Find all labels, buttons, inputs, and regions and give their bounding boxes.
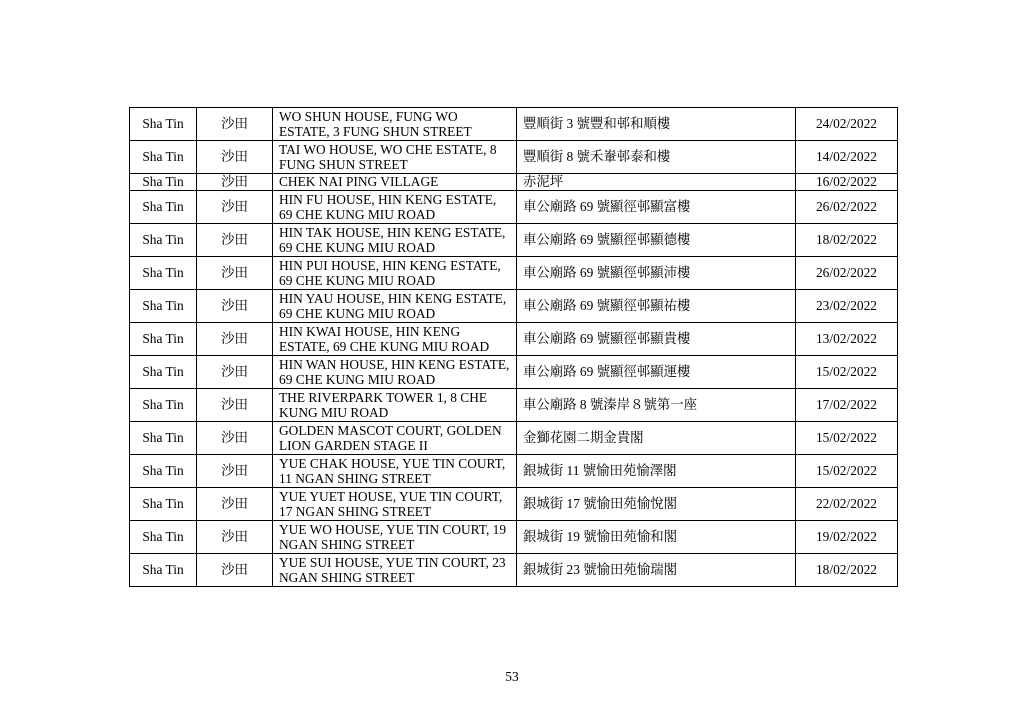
address-cell: HIN FU HOUSE, HIN KENG ESTATE, 69 CHE KUNG MIU ROAD [273, 191, 517, 224]
district-cell: Sha Tin [130, 554, 197, 587]
district-cell: Sha Tin [130, 488, 197, 521]
table-row [130, 554, 898, 587]
address-cell: HIN KWAI HOUSE, HIN KENG ESTATE, 69 CHE KUNG MIU ROAD [273, 323, 517, 356]
district-cell: Sha Tin [130, 141, 197, 174]
table-row [130, 323, 898, 356]
date-cell: 19/02/2022 [796, 521, 898, 554]
district-cell: Sha Tin [130, 389, 197, 422]
address-zh-cell: 豐順街 8 號禾輋邨泰和樓 [517, 141, 796, 174]
date-cell: 18/02/2022 [796, 224, 898, 257]
table-row [130, 356, 898, 389]
table-row [130, 488, 898, 521]
address-zh-cell: 豐順街 3 號豐和邨和順樓 [517, 108, 796, 141]
district-cell: Sha Tin [130, 521, 197, 554]
table-row [130, 141, 898, 174]
date-cell: 26/02/2022 [796, 191, 898, 224]
district-zh-cell: 沙田 [197, 455, 273, 488]
address-cell: CHEK NAI PING VILLAGE [273, 174, 517, 191]
address-cell: YUE CHAK HOUSE, YUE TIN COURT, 11 NGAN SHING STREET [273, 455, 517, 488]
district-zh-cell: 沙田 [197, 389, 273, 422]
table-row [130, 389, 898, 422]
date-cell: 15/02/2022 [796, 422, 898, 455]
address-zh-cell: 銀城街 19 號愉田苑愉和閣 [517, 521, 796, 554]
address-cell: YUE SUI HOUSE, YUE TIN COURT, 23 NGAN SHING STREET [273, 554, 517, 587]
date-cell: 22/02/2022 [796, 488, 898, 521]
date-cell: 14/02/2022 [796, 141, 898, 174]
district-zh-cell: 沙田 [197, 108, 273, 141]
address-zh-cell: 車公廟路 69 號顯徑邨顯富樓 [517, 191, 796, 224]
page-number: 53 [505, 669, 519, 684]
district-zh-cell: 沙田 [197, 323, 273, 356]
district-zh-cell: 沙田 [197, 174, 273, 191]
address-zh-cell: 赤泥坪 [517, 174, 796, 191]
date-cell: 26/02/2022 [796, 257, 898, 290]
date-cell: 15/02/2022 [796, 455, 898, 488]
date-cell: 24/02/2022 [796, 108, 898, 141]
district-zh-cell: 沙田 [197, 191, 273, 224]
district-zh-cell: 沙田 [197, 488, 273, 521]
district-cell: Sha Tin [130, 108, 197, 141]
district-zh-cell: 沙田 [197, 141, 273, 174]
date-cell: 16/02/2022 [796, 174, 898, 191]
table-row [130, 108, 898, 141]
address-cell: TAI WO HOUSE, WO CHE ESTATE, 8 FUNG SHUN STREET [273, 141, 517, 174]
address-zh-cell: 車公廟路 69 號顯徑邨顯祐樓 [517, 290, 796, 323]
table-row [130, 455, 898, 488]
district-cell: Sha Tin [130, 174, 197, 191]
table-row [130, 422, 898, 455]
address-zh-cell: 車公廟路 8 號溱岸８號第一座 [517, 389, 796, 422]
district-zh-cell: 沙田 [197, 356, 273, 389]
address-cell: HIN WAN HOUSE, HIN KENG ESTATE, 69 CHE KUNG MIU ROAD [273, 356, 517, 389]
district-cell: Sha Tin [130, 422, 197, 455]
district-zh-cell: 沙田 [197, 521, 273, 554]
address-cell: HIN TAK HOUSE, HIN KENG ESTATE, 69 CHE KUNG MIU ROAD [273, 224, 517, 257]
table-row [130, 191, 898, 224]
district-cell: Sha Tin [130, 455, 197, 488]
address-zh-cell: 銀城街 11 號愉田苑愉澤閣 [517, 455, 796, 488]
address-cell: HIN YAU HOUSE, HIN KENG ESTATE, 69 CHE KUNG MIU ROAD [273, 290, 517, 323]
district-cell: Sha Tin [130, 290, 197, 323]
address-cell: YUE WO HOUSE, YUE TIN COURT, 19 NGAN SHING STREET [273, 521, 517, 554]
address-cell: HIN PUI HOUSE, HIN KENG ESTATE, 69 CHE KUNG MIU ROAD [273, 257, 517, 290]
district-cell: Sha Tin [130, 191, 197, 224]
table-row [130, 174, 898, 191]
address-cell: GOLDEN MASCOT COURT, GOLDEN LION GARDEN STAGE II [273, 422, 517, 455]
district-cell: Sha Tin [130, 356, 197, 389]
address-zh-cell: 銀城街 17 號愉田苑愉悅閣 [517, 488, 796, 521]
address-cell: THE RIVERPARK TOWER 1, 8 CHE KUNG MIU ROAD [273, 389, 517, 422]
date-cell: 23/02/2022 [796, 290, 898, 323]
district-zh-cell: 沙田 [197, 224, 273, 257]
district-cell: Sha Tin [130, 257, 197, 290]
date-cell: 15/02/2022 [796, 356, 898, 389]
district-zh-cell: 沙田 [197, 290, 273, 323]
table-row [130, 521, 898, 554]
address-zh-cell: 車公廟路 69 號顯徑邨顯運樓 [517, 356, 796, 389]
address-zh-cell: 車公廟路 69 號顯徑邨顯德樓 [517, 224, 796, 257]
address-zh-cell: 車公廟路 69 號顯徑邨顯沛樓 [517, 257, 796, 290]
date-cell: 18/02/2022 [796, 554, 898, 587]
address-zh-cell: 銀城街 23 號愉田苑愉瑞閣 [517, 554, 796, 587]
district-cell: Sha Tin [130, 323, 197, 356]
address-cell: WO SHUN HOUSE, FUNG WO ESTATE, 3 FUNG SHUN STREET [273, 108, 517, 141]
district-cell: Sha Tin [130, 224, 197, 257]
district-zh-cell: 沙田 [197, 422, 273, 455]
date-cell: 13/02/2022 [796, 323, 898, 356]
table-row [130, 290, 898, 323]
address-cell: YUE YUET HOUSE, YUE TIN COURT, 17 NGAN SHING STREET [273, 488, 517, 521]
table-body [130, 108, 898, 587]
district-zh-cell: 沙田 [197, 554, 273, 587]
building-list-table [129, 107, 898, 587]
address-zh-cell: 金獅花園二期金貴閣 [517, 422, 796, 455]
date-cell: 17/02/2022 [796, 389, 898, 422]
table-row [130, 224, 898, 257]
table-row [130, 257, 898, 290]
address-zh-cell: 車公廟路 69 號顯徑邨顯貴樓 [517, 323, 796, 356]
district-zh-cell: 沙田 [197, 257, 273, 290]
